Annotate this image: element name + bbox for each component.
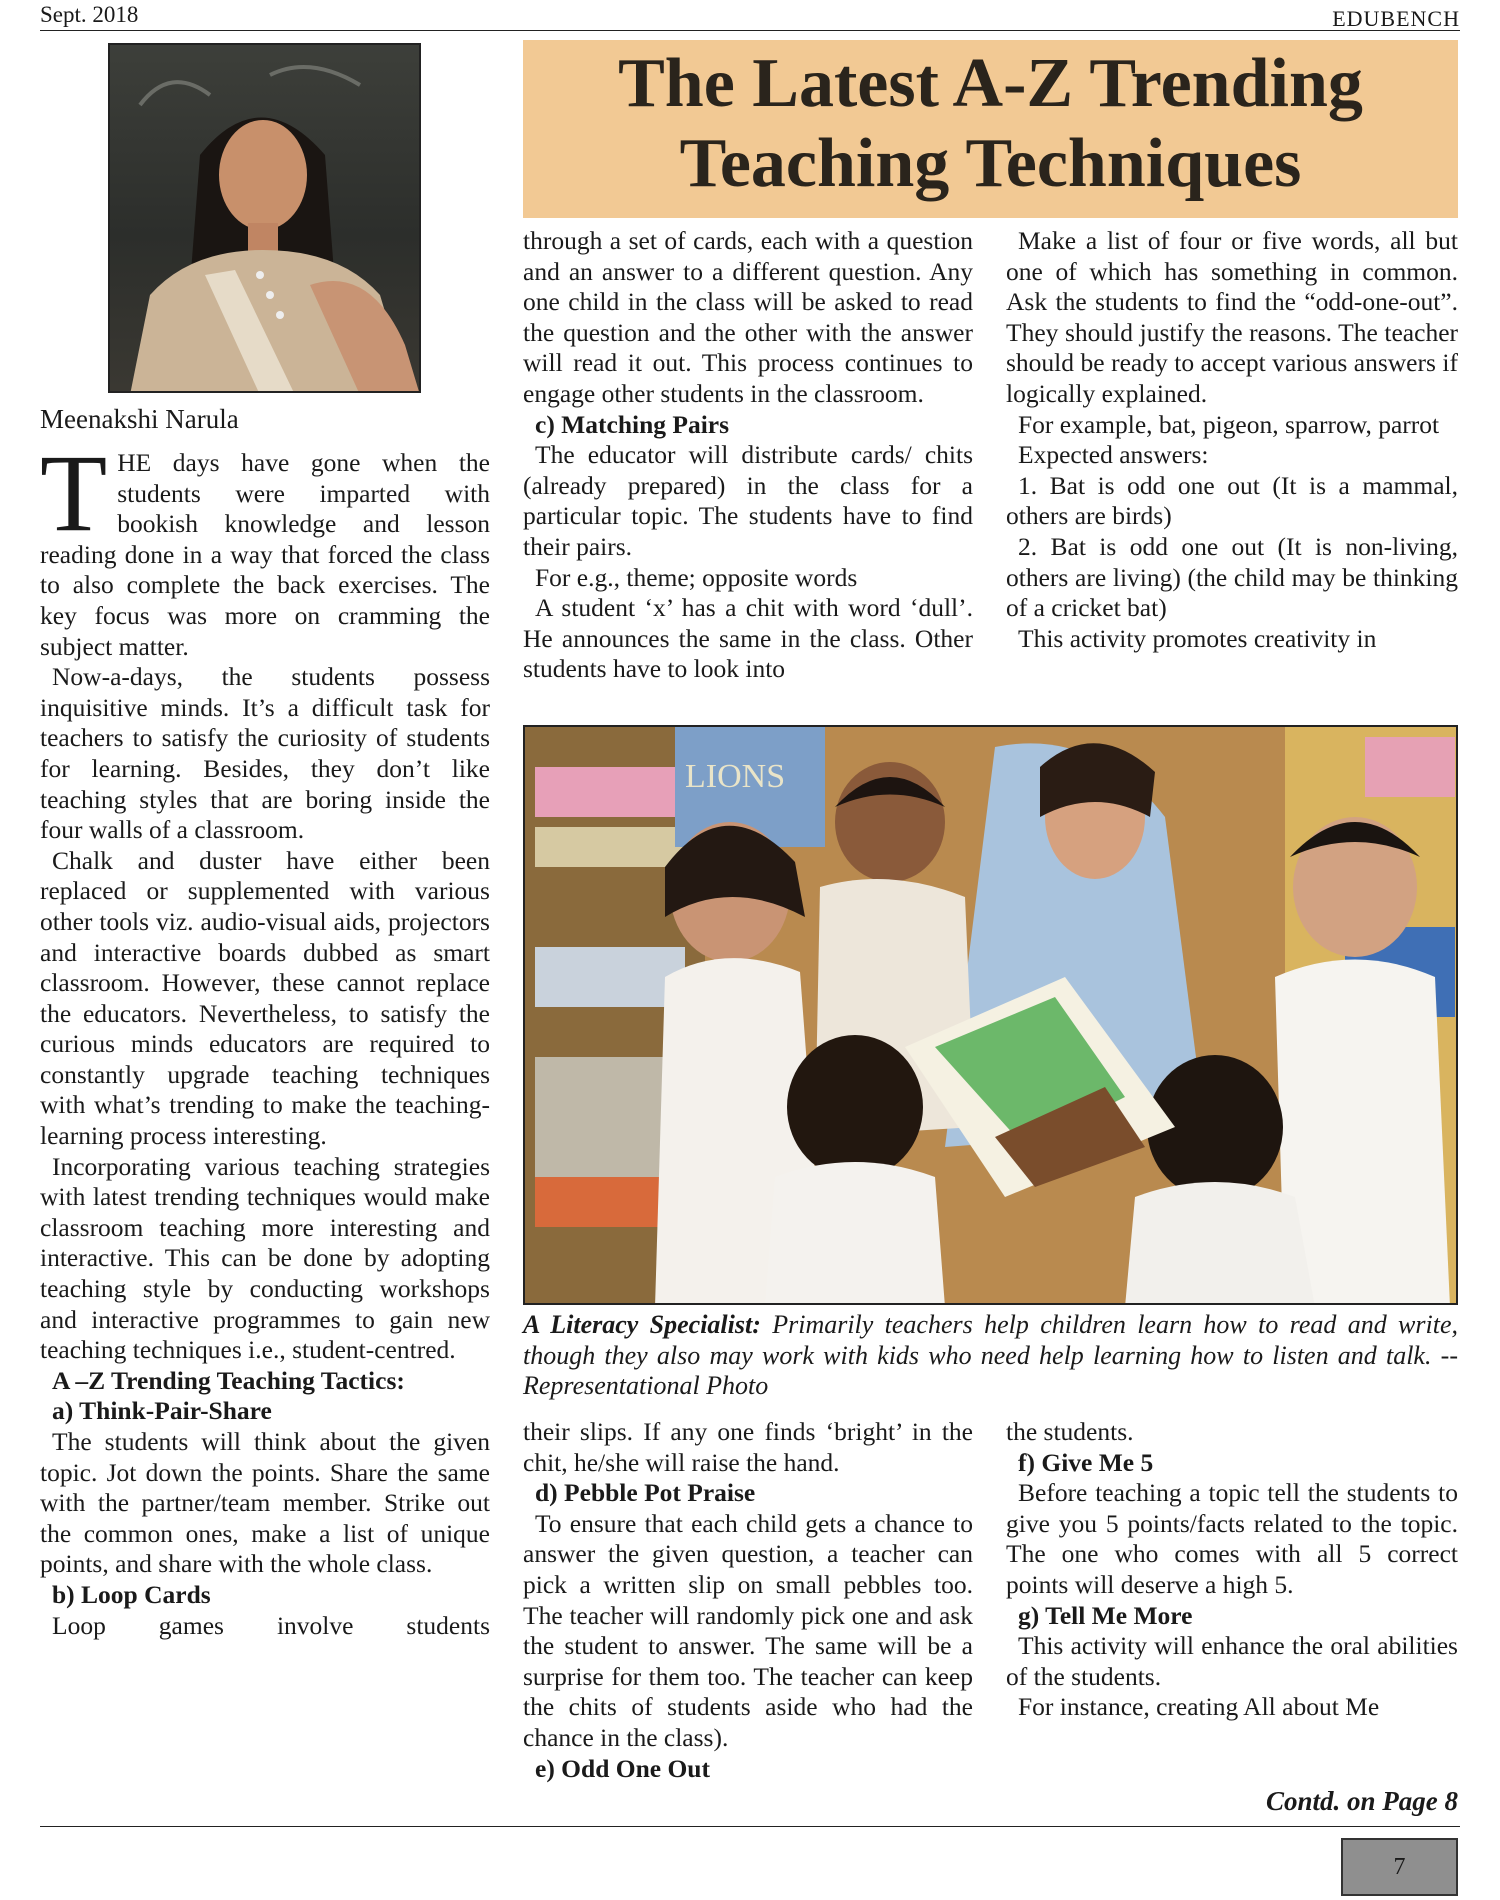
column-middle-bottom: [523, 1417, 973, 1784]
main-photo: [523, 725, 1458, 1305]
tactic-c-body-2: For e.g., theme; opposite words: [535, 562, 858, 592]
intro-paragraph-1: [40, 432, 490, 662]
photo-caption: [523, 1310, 1458, 1402]
tactic-f-body: Before teaching a topic tell the students to give you 5 points/facts related to the topic. The one who comes with all 5 correct points will deserve a high 5.: [1006, 1478, 1458, 1599]
header-publication: EDUBENCH: [1332, 6, 1460, 31]
tactic-a-body: The students will think about the given topic. Jot down the points. Share the same with the partner/team member. Strike out the common ones, make a list of unique points, and share with the whole class.: [40, 1427, 490, 1579]
caption-text: Primarily teachers help children learn how to read and write, though they also may work with kids who need help learning how to listen and talk. -- Representational Photo: [523, 1310, 1459, 1401]
tactic-e-body-5: 2. Bat is odd one out (It is non-living, others are living) (the child may be thinking of a cricket bat): [1006, 531, 1458, 623]
drop-cap: T: [40, 432, 108, 554]
tactic-e-body-1: Make a list of four or five words, all but one of which has something in common. Ask the students to find the “odd-one-out”. They should justify the reasons. The teacher should be ready to accept various answers if logically explained.: [1006, 226, 1458, 408]
tactic-g-body-2: For instance, creating All about Me: [1018, 1692, 1380, 1722]
tactic-e-body-3: Expected answers:: [1018, 440, 1209, 470]
caption-lead: A Literacy Specialist:: [523, 1310, 761, 1339]
continued-note: Contd. on Page 8: [1265, 1786, 1458, 1816]
tactic-c-body-1: The educator will distribute cards/ chits (already prepared) in the class for a particular topic. The students have to find their pairs.: [523, 440, 973, 561]
tactic-e-body-4: 1. Bat is odd one out (It is a mammal, others are birds): [1006, 470, 1458, 531]
tactic-c-body-3: A student ‘x’ has a chit with word ‘dull’. He announces the same in the class. Other students have to look into: [523, 593, 973, 684]
title-line-1: The Latest A-Z Trending: [618, 45, 1363, 122]
author-name: Meenakshi Narula: [40, 404, 239, 434]
tactic-a-title: a) Think-Pair-Share: [52, 1396, 272, 1426]
tactic-c-title: c) Matching Pairs: [535, 409, 730, 439]
tactic-f-title: f) Give Me 5: [1018, 1447, 1154, 1477]
tactics-heading: A –Z Trending Teaching Tactics:: [52, 1365, 405, 1395]
tactic-b-body-start: Loop games involve students: [52, 1610, 490, 1640]
tactic-g-body-1: This activity will enhance the oral abilities of the students.: [1006, 1631, 1458, 1691]
column-right-top: [1006, 226, 1458, 654]
book-spine-text: LIONS: [685, 758, 786, 795]
intro-paragraph-3: Chalk and duster have either been replaced or supplemented with various other tools viz. audio-visual aids, projectors and interactive boards dubbed as smart classroom. However, these cannot replace the educators. Nevertheless, to satisfy the curious minds educators are required to constantly upgrade teaching techniques with what’s trending to make the teaching-learning process interesting.: [40, 845, 490, 1151]
header-rule: [40, 30, 1460, 31]
page-number: 7: [1341, 1838, 1458, 1896]
tactic-d-body: To ensure that each child gets a chance to answer the given question, a teacher can pick a written slip on small pebbles too. The teacher will randomly pick one and ask the student to answer. The same will be a surprise for them too. The teacher can keep the chits of students aside who had the chance in the class).: [523, 1508, 973, 1752]
header-date: Sept. 2018: [40, 2, 139, 27]
tactic-c-body-4: their slips. If any one finds ‘bright’ in the chit, he/she will raise the hand.: [523, 1417, 973, 1477]
title-line-2: Teaching Techniques: [679, 125, 1302, 202]
tactic-d-title: d) Pebble Pot Praise: [535, 1478, 756, 1508]
intro-paragraph-4: Incorporating various teaching strategies with latest trending techniques would make classroom teaching more interesting and interactive. This can be done by adopting teaching style by conducting workshops and interactive programmes to gain new teaching techniques i.e., student-centred.: [40, 1151, 490, 1365]
article-title: [523, 40, 1458, 204]
tactic-e-body-7: the students.: [1006, 1417, 1134, 1446]
title-banner: [523, 40, 1458, 218]
intro-paragraph-1-text: HE days have gone when the students were imparted with bookish knowledge and lesson reading done in a way that forced the class to also complete the back exercises. The key focus was more on cramming the subject matter.: [40, 448, 490, 661]
tactic-g-title: g) Tell Me More: [1018, 1600, 1193, 1630]
tactic-e-title: e) Odd One Out: [535, 1753, 710, 1783]
intro-paragraph-2: Now-a-days, the students possess inquisitive minds. It’s a difficult task for teachers to satisfy the curiosity of students for learning. Besides, they don’t like teaching styles that are boring inside the four walls of a classroom.: [40, 662, 490, 845]
tactic-b-body-continued: through a set of cards, each with a question and an answer to a different question. Any one child in the class will be asked to read the question and the other with the answer will read it out. This process continues to engage other students in the classroom.: [523, 226, 973, 408]
author-portrait-illustration: [110, 45, 421, 393]
tactic-b-title: b) Loop Cards: [52, 1579, 211, 1609]
classroom-reading-illustration: [525, 727, 1458, 1305]
tactic-e-body-6: This activity promotes creativity in: [1018, 623, 1377, 653]
column-right-bottom: [1006, 1417, 1458, 1723]
column-left: [40, 432, 490, 1641]
tactic-e-body-2: For example, bat, pigeon, sparrow, parrot: [1018, 409, 1440, 439]
footer-rule: [40, 1826, 1460, 1827]
column-middle-top: [523, 226, 973, 685]
author-photo: [108, 43, 421, 393]
